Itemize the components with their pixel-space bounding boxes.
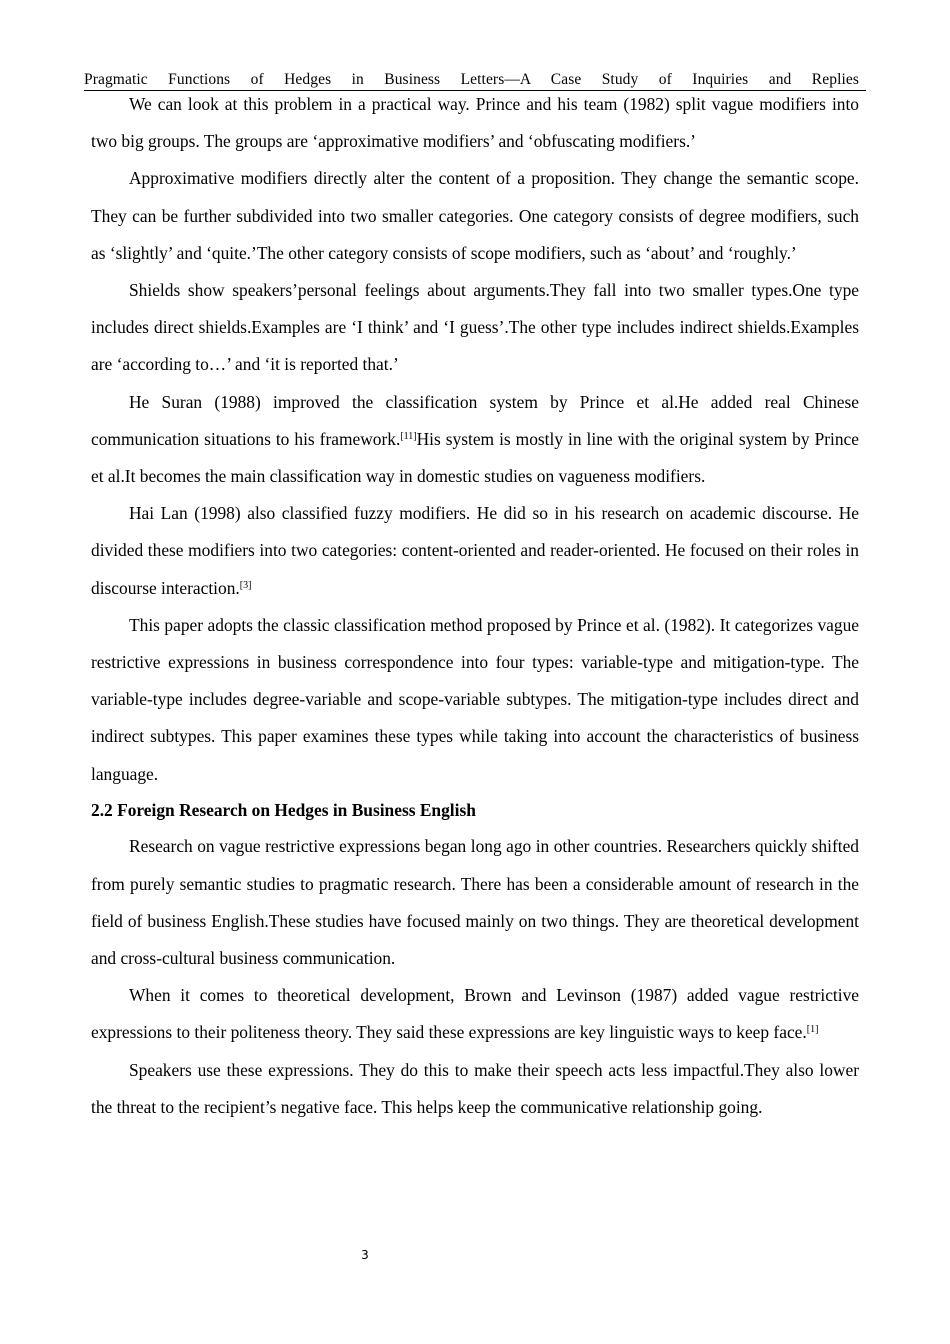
paragraph-text: His system is mostly in line with the original system by Prince et al.It becomes the main classification way in domestic studies on vagueness modifiers. <box>91 428 859 487</box>
paragraph-he-suran <box>91 384 859 496</box>
citation-ref: [11] <box>400 430 417 442</box>
running-header: Pragmatic Functions of Hedges in Business Letters—A Case Study of Inquiries and Replies <box>84 71 859 88</box>
paragraph-foreign-research: Research on vague restrictive expressions began long ago in other countries. Researchers quickly shifted from purely semantic studies to pragmatic research. There has been a considerable amount of research in the field of business English.These studies have focused mainly on two things. They are theoretical development and cross-cultural business communication. <box>91 836 859 968</box>
body-text <box>91 86 859 1126</box>
paragraph-politeness-theory <box>91 977 859 1051</box>
paragraph-text: When it comes to theoretical development, Brown and Levinson (1987) added vague restrictive expressions to their politeness theory. They said these expressions are key linguistic ways to keep face. <box>91 985 859 1043</box>
page-number: 3 <box>361 1248 369 1262</box>
citation-ref: [3] <box>239 579 252 591</box>
citation-ref: [1] <box>806 1024 819 1036</box>
paragraph-shields: Shields show speakers’personal feelings about arguments.They fall into two smaller types.One type includes direct shields.Examples are ‘I think’ and ‘I guess’.The other type includes indirect shields.Examples are ‘according to…’ and ‘it is reported that.’ <box>91 280 859 375</box>
paragraph-speech-acts: Speakers use these expressions. They do this to make their speech acts less impactful.They also lower the threat to the recipient’s negative face. This helps keep the communicative relationship going. <box>91 1059 859 1117</box>
paragraph-classification-method: This paper adopts the classic classification method proposed by Prince et al. (1982). It categorizes vague restrictive expressions in business correspondence into four types: variable-type and mitigation-type. The variable-type includes degree-variable and scope-variable subtypes. The mitigation-type includes direct and indirect subtypes. This paper examines these types while taking into account the characteristics of business language. <box>91 614 859 784</box>
paragraph-text: Hai Lan (1998) also classified fuzzy modifiers. He did so in his research on academic discourse. He divided these modifiers into two categories: content-oriented and reader-oriented. He focused on their roles in discourse interaction. <box>91 503 859 598</box>
paragraph-vague-modifiers-groups: We can look at this problem in a practical way. Prince and his team (1982) split vague modifiers into two big groups. The groups are ‘approximative modifiers’ and ‘obfuscating modifiers.’ <box>91 94 859 152</box>
paragraph-approximative-modifiers: Approximative modifiers directly alter the content of a proposition. They change the semantic scope. They can be further subdivided into two smaller categories. One category consists of degree modifiers, such as ‘slightly’ and ‘quite.’The other category consists of scope modifiers, such as ‘about’ and ‘roughly.’ <box>91 168 859 263</box>
paragraph-hai-lan <box>91 495 859 607</box>
paragraph-text: He Suran (1988) improved the classification system by Prince et al.He added real Chinese communication situations to his framework. <box>91 391 859 449</box>
section-heading: 2.2 Foreign Research on Hedges in Business English <box>91 799 476 820</box>
